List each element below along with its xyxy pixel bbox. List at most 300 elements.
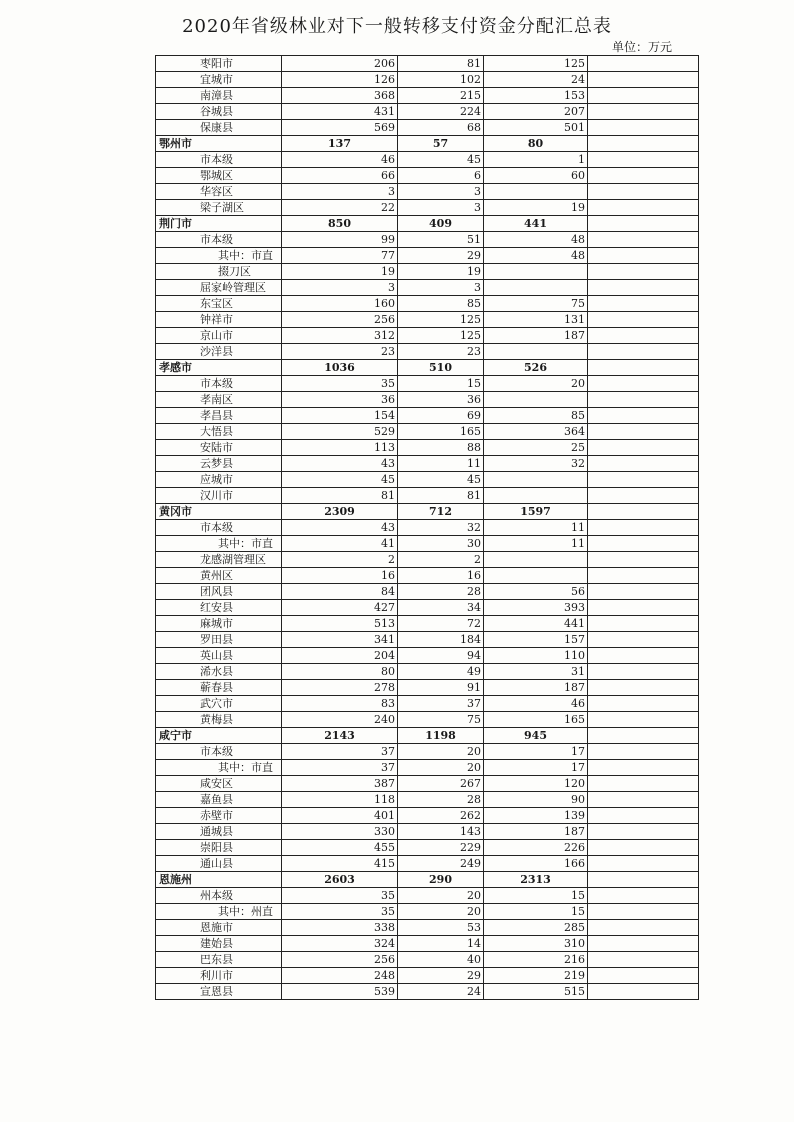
blank-cell: [588, 568, 699, 584]
table-row: [156, 376, 699, 392]
total-cell: 37: [282, 760, 398, 776]
table-row: [156, 152, 699, 168]
table-row: [156, 824, 699, 840]
table-row: [156, 488, 699, 504]
total-cell: 204: [282, 648, 398, 664]
region-name-cell: 市本级: [156, 376, 282, 392]
total-cell: 387: [282, 776, 398, 792]
table-row: [156, 920, 699, 936]
amount-a-cell: 229: [398, 840, 484, 856]
blank-cell: [588, 376, 699, 392]
amount-b-cell: 187: [484, 824, 588, 840]
amount-b-cell: [484, 184, 588, 200]
region-name-cell: 东宝区: [156, 296, 282, 312]
blank-cell: [588, 600, 699, 616]
amount-a-cell: 267: [398, 776, 484, 792]
amount-a-cell: 28: [398, 792, 484, 808]
total-cell: 99: [282, 232, 398, 248]
table-row: [156, 232, 699, 248]
amount-a-cell: 165: [398, 424, 484, 440]
table-row: [156, 664, 699, 680]
total-cell: 850: [282, 216, 398, 232]
table-row: [156, 888, 699, 904]
total-cell: 2603: [282, 872, 398, 888]
blank-cell: [588, 440, 699, 456]
region-name-cell: 市本级: [156, 232, 282, 248]
table-row: [156, 280, 699, 296]
table-row: [156, 520, 699, 536]
total-cell: 45: [282, 472, 398, 488]
amount-a-cell: 290: [398, 872, 484, 888]
blank-cell: [588, 696, 699, 712]
total-cell: 83: [282, 696, 398, 712]
blank-cell: [588, 408, 699, 424]
amount-b-cell: 90: [484, 792, 588, 808]
blank-cell: [588, 152, 699, 168]
region-name-cell: 麻城市: [156, 616, 282, 632]
total-cell: 154: [282, 408, 398, 424]
amount-b-cell: 25: [484, 440, 588, 456]
amount-a-cell: 94: [398, 648, 484, 664]
region-name-cell: 其中：市直: [156, 248, 282, 264]
total-cell: 77: [282, 248, 398, 264]
amount-a-cell: 24: [398, 984, 484, 1000]
amount-a-cell: 19: [398, 264, 484, 280]
amount-b-cell: [484, 344, 588, 360]
blank-cell: [588, 392, 699, 408]
amount-a-cell: 75: [398, 712, 484, 728]
table-row: [156, 792, 699, 808]
amount-b-cell: 32: [484, 456, 588, 472]
blank-cell: [588, 584, 699, 600]
amount-b-cell: 157: [484, 632, 588, 648]
region-name-cell: 黄梅县: [156, 712, 282, 728]
amount-a-cell: 49: [398, 664, 484, 680]
region-name-cell: 宜城市: [156, 72, 282, 88]
amount-a-cell: 712: [398, 504, 484, 520]
page-title: 2020年省级林业对下一般转移支付资金分配汇总表: [182, 16, 612, 37]
blank-cell: [588, 472, 699, 488]
amount-b-cell: 125: [484, 56, 588, 72]
total-cell: 330: [282, 824, 398, 840]
total-cell: 256: [282, 312, 398, 328]
amount-b-cell: 56: [484, 584, 588, 600]
table-row: [156, 632, 699, 648]
table-row: [156, 296, 699, 312]
blank-cell: [588, 680, 699, 696]
total-cell: 569: [282, 120, 398, 136]
table-row: [156, 440, 699, 456]
region-name-cell: 鄂州市: [156, 136, 282, 152]
amount-a-cell: 81: [398, 488, 484, 504]
total-cell: 35: [282, 888, 398, 904]
blank-cell: [588, 136, 699, 152]
amount-b-cell: 207: [484, 104, 588, 120]
amount-b-cell: 526: [484, 360, 588, 376]
amount-a-cell: 81: [398, 56, 484, 72]
amount-a-cell: 3: [398, 200, 484, 216]
total-cell: 312: [282, 328, 398, 344]
amount-b-cell: 11: [484, 536, 588, 552]
total-cell: 206: [282, 56, 398, 72]
amount-b-cell: 17: [484, 744, 588, 760]
table-row: [156, 344, 699, 360]
region-name-cell: 赤壁市: [156, 808, 282, 824]
total-cell: 37: [282, 744, 398, 760]
region-name-cell: 浠水县: [156, 664, 282, 680]
total-cell: 118: [282, 792, 398, 808]
total-cell: 137: [282, 136, 398, 152]
table-row: [156, 120, 699, 136]
amount-b-cell: 441: [484, 216, 588, 232]
region-name-cell: 掇刀区: [156, 264, 282, 280]
blank-cell: [588, 504, 699, 520]
blank-cell: [588, 344, 699, 360]
blank-cell: [588, 200, 699, 216]
region-name-cell: 大悟县: [156, 424, 282, 440]
total-cell: 324: [282, 936, 398, 952]
blank-cell: [588, 824, 699, 840]
table-row: [156, 984, 699, 1000]
amount-b-cell: 120: [484, 776, 588, 792]
blank-cell: [588, 552, 699, 568]
blank-cell: [588, 520, 699, 536]
total-cell: 256: [282, 952, 398, 968]
amount-a-cell: 68: [398, 120, 484, 136]
amount-b-cell: 24: [484, 72, 588, 88]
amount-a-cell: 88: [398, 440, 484, 456]
total-cell: 455: [282, 840, 398, 856]
table-row: [156, 584, 699, 600]
blank-cell: [588, 776, 699, 792]
blank-cell: [588, 968, 699, 984]
table-row: [156, 696, 699, 712]
amount-b-cell: [484, 472, 588, 488]
amount-b-cell: 166: [484, 856, 588, 872]
total-cell: 36: [282, 392, 398, 408]
amount-b-cell: 216: [484, 952, 588, 968]
amount-a-cell: 53: [398, 920, 484, 936]
amount-b-cell: 48: [484, 248, 588, 264]
amount-a-cell: 34: [398, 600, 484, 616]
amount-a-cell: 262: [398, 808, 484, 824]
table-row: [156, 680, 699, 696]
amount-b-cell: 2313: [484, 872, 588, 888]
blank-cell: [588, 56, 699, 72]
blank-cell: [588, 104, 699, 120]
table-row: [156, 776, 699, 792]
region-name-cell: 利川市: [156, 968, 282, 984]
amount-a-cell: 29: [398, 248, 484, 264]
amount-b-cell: 945: [484, 728, 588, 744]
blank-cell: [588, 984, 699, 1000]
amount-a-cell: 510: [398, 360, 484, 376]
region-name-cell: 恩施州: [156, 872, 282, 888]
amount-b-cell: 441: [484, 616, 588, 632]
amount-a-cell: 15: [398, 376, 484, 392]
amount-a-cell: 40: [398, 952, 484, 968]
blank-cell: [588, 456, 699, 472]
blank-cell: [588, 424, 699, 440]
total-cell: 35: [282, 376, 398, 392]
blank-cell: [588, 296, 699, 312]
amount-a-cell: 125: [398, 312, 484, 328]
total-cell: 338: [282, 920, 398, 936]
region-name-cell: 州本级: [156, 888, 282, 904]
amount-a-cell: 29: [398, 968, 484, 984]
amount-a-cell: 23: [398, 344, 484, 360]
amount-a-cell: 249: [398, 856, 484, 872]
blank-cell: [588, 856, 699, 872]
blank-cell: [588, 632, 699, 648]
table-row: [156, 712, 699, 728]
total-cell: 2309: [282, 504, 398, 520]
total-cell: 341: [282, 632, 398, 648]
total-cell: 43: [282, 520, 398, 536]
total-cell: 43: [282, 456, 398, 472]
amount-a-cell: 69: [398, 408, 484, 424]
amount-a-cell: 91: [398, 680, 484, 696]
amount-a-cell: 45: [398, 472, 484, 488]
table-row: [156, 200, 699, 216]
blank-cell: [588, 72, 699, 88]
amount-a-cell: 20: [398, 888, 484, 904]
blank-cell: [588, 712, 699, 728]
total-cell: 368: [282, 88, 398, 104]
unit-label: 单位：万元: [612, 40, 673, 54]
amount-a-cell: 184: [398, 632, 484, 648]
amount-b-cell: 19: [484, 200, 588, 216]
amount-b-cell: 501: [484, 120, 588, 136]
blank-cell: [588, 88, 699, 104]
region-name-cell: 枣阳市: [156, 56, 282, 72]
table-row: [156, 744, 699, 760]
amount-a-cell: 6: [398, 168, 484, 184]
region-name-cell: 保康县: [156, 120, 282, 136]
table-row: [156, 936, 699, 952]
total-cell: 1036: [282, 360, 398, 376]
table-row: [156, 104, 699, 120]
table-row: [156, 56, 699, 72]
total-cell: 248: [282, 968, 398, 984]
blank-cell: [588, 888, 699, 904]
region-name-cell: 团风县: [156, 584, 282, 600]
region-name-cell: 应城市: [156, 472, 282, 488]
blank-cell: [588, 536, 699, 552]
region-name-cell: 南漳县: [156, 88, 282, 104]
blank-cell: [588, 792, 699, 808]
amount-b-cell: 80: [484, 136, 588, 152]
region-name-cell: 市本级: [156, 744, 282, 760]
total-cell: 35: [282, 904, 398, 920]
blank-cell: [588, 328, 699, 344]
region-name-cell: 市本级: [156, 152, 282, 168]
blank-cell: [588, 248, 699, 264]
amount-b-cell: 1: [484, 152, 588, 168]
amount-a-cell: 30: [398, 536, 484, 552]
amount-a-cell: 215: [398, 88, 484, 104]
blank-cell: [588, 216, 699, 232]
amount-a-cell: 143: [398, 824, 484, 840]
table-row: [156, 968, 699, 984]
amount-b-cell: 364: [484, 424, 588, 440]
blank-cell: [588, 904, 699, 920]
amount-b-cell: 139: [484, 808, 588, 824]
amount-a-cell: 11: [398, 456, 484, 472]
total-cell: 513: [282, 616, 398, 632]
total-cell: 415: [282, 856, 398, 872]
region-name-cell: 屈家岭管理区: [156, 280, 282, 296]
amount-a-cell: 57: [398, 136, 484, 152]
amount-b-cell: 11: [484, 520, 588, 536]
blank-cell: [588, 184, 699, 200]
region-name-cell: 市本级: [156, 520, 282, 536]
region-name-cell: 汉川市: [156, 488, 282, 504]
amount-a-cell: 16: [398, 568, 484, 584]
amount-b-cell: 48: [484, 232, 588, 248]
amount-b-cell: 393: [484, 600, 588, 616]
blank-cell: [588, 744, 699, 760]
amount-a-cell: 20: [398, 744, 484, 760]
region-name-cell: 鄂城区: [156, 168, 282, 184]
amount-b-cell: [484, 552, 588, 568]
region-name-cell: 龙感湖管理区: [156, 552, 282, 568]
total-cell: 278: [282, 680, 398, 696]
region-name-cell: 英山县: [156, 648, 282, 664]
table-row-region: [156, 136, 699, 152]
blank-cell: [588, 280, 699, 296]
amount-b-cell: 515: [484, 984, 588, 1000]
amount-b-cell: 85: [484, 408, 588, 424]
amount-b-cell: [484, 392, 588, 408]
amount-b-cell: 46: [484, 696, 588, 712]
amount-b-cell: 75: [484, 296, 588, 312]
amount-b-cell: [484, 280, 588, 296]
region-name-cell: 钟祥市: [156, 312, 282, 328]
amount-a-cell: 2: [398, 552, 484, 568]
total-cell: 240: [282, 712, 398, 728]
amount-a-cell: 45: [398, 152, 484, 168]
region-name-cell: 沙洋县: [156, 344, 282, 360]
amount-a-cell: 37: [398, 696, 484, 712]
region-name-cell: 孝昌县: [156, 408, 282, 424]
total-cell: 46: [282, 152, 398, 168]
total-cell: 23: [282, 344, 398, 360]
amount-a-cell: 3: [398, 184, 484, 200]
region-name-cell: 红安县: [156, 600, 282, 616]
table-row: [156, 856, 699, 872]
amount-a-cell: 409: [398, 216, 484, 232]
total-cell: 2: [282, 552, 398, 568]
amount-b-cell: 226: [484, 840, 588, 856]
table-row-region: [156, 872, 699, 888]
total-cell: 427: [282, 600, 398, 616]
region-name-cell: 京山市: [156, 328, 282, 344]
amount-a-cell: 224: [398, 104, 484, 120]
blank-cell: [588, 360, 699, 376]
total-cell: 113: [282, 440, 398, 456]
amount-b-cell: 219: [484, 968, 588, 984]
amount-b-cell: 15: [484, 904, 588, 920]
total-cell: 2143: [282, 728, 398, 744]
region-name-cell: 宣恩县: [156, 984, 282, 1000]
blank-cell: [588, 808, 699, 824]
table-row: [156, 408, 699, 424]
region-name-cell: 嘉鱼县: [156, 792, 282, 808]
region-name-cell: 罗田县: [156, 632, 282, 648]
region-name-cell: 咸安区: [156, 776, 282, 792]
blank-cell: [588, 664, 699, 680]
region-name-cell: 通城县: [156, 824, 282, 840]
total-cell: 19: [282, 264, 398, 280]
region-name-cell: 建始县: [156, 936, 282, 952]
region-name-cell: 孝南区: [156, 392, 282, 408]
region-name-cell: 黄州区: [156, 568, 282, 584]
region-name-cell: 崇阳县: [156, 840, 282, 856]
blank-cell: [588, 840, 699, 856]
region-name-cell: 安陆市: [156, 440, 282, 456]
amount-a-cell: 85: [398, 296, 484, 312]
blank-cell: [588, 312, 699, 328]
table-row: [156, 168, 699, 184]
amount-b-cell: 131: [484, 312, 588, 328]
region-name-cell: 梁子湖区: [156, 200, 282, 216]
table-row: [156, 264, 699, 280]
total-cell: 22: [282, 200, 398, 216]
blank-cell: [588, 648, 699, 664]
region-name-cell: 通山县: [156, 856, 282, 872]
table-row: [156, 616, 699, 632]
amount-a-cell: 51: [398, 232, 484, 248]
amount-a-cell: 32: [398, 520, 484, 536]
blank-cell: [588, 872, 699, 888]
amount-b-cell: 153: [484, 88, 588, 104]
amount-a-cell: 125: [398, 328, 484, 344]
blank-cell: [588, 120, 699, 136]
total-cell: 431: [282, 104, 398, 120]
total-cell: 3: [282, 280, 398, 296]
amount-b-cell: 110: [484, 648, 588, 664]
blank-cell: [588, 760, 699, 776]
region-name-cell: 谷城县: [156, 104, 282, 120]
table-row-region: [156, 216, 699, 232]
amount-a-cell: 14: [398, 936, 484, 952]
amount-a-cell: 20: [398, 760, 484, 776]
table-row: [156, 88, 699, 104]
amount-b-cell: 165: [484, 712, 588, 728]
blank-cell: [588, 616, 699, 632]
total-cell: 81: [282, 488, 398, 504]
total-cell: 126: [282, 72, 398, 88]
table-row: [156, 568, 699, 584]
total-cell: 41: [282, 536, 398, 552]
amount-a-cell: 3: [398, 280, 484, 296]
region-name-cell: 黄冈市: [156, 504, 282, 520]
table-row: [156, 456, 699, 472]
table-row: [156, 904, 699, 920]
table-row: [156, 760, 699, 776]
region-name-cell: 巴东县: [156, 952, 282, 968]
amount-a-cell: 102: [398, 72, 484, 88]
table-row: [156, 840, 699, 856]
amount-b-cell: [484, 488, 588, 504]
table-row: [156, 72, 699, 88]
total-cell: 84: [282, 584, 398, 600]
total-cell: 66: [282, 168, 398, 184]
total-cell: 3: [282, 184, 398, 200]
region-name-cell: 咸宁市: [156, 728, 282, 744]
amount-b-cell: [484, 264, 588, 280]
